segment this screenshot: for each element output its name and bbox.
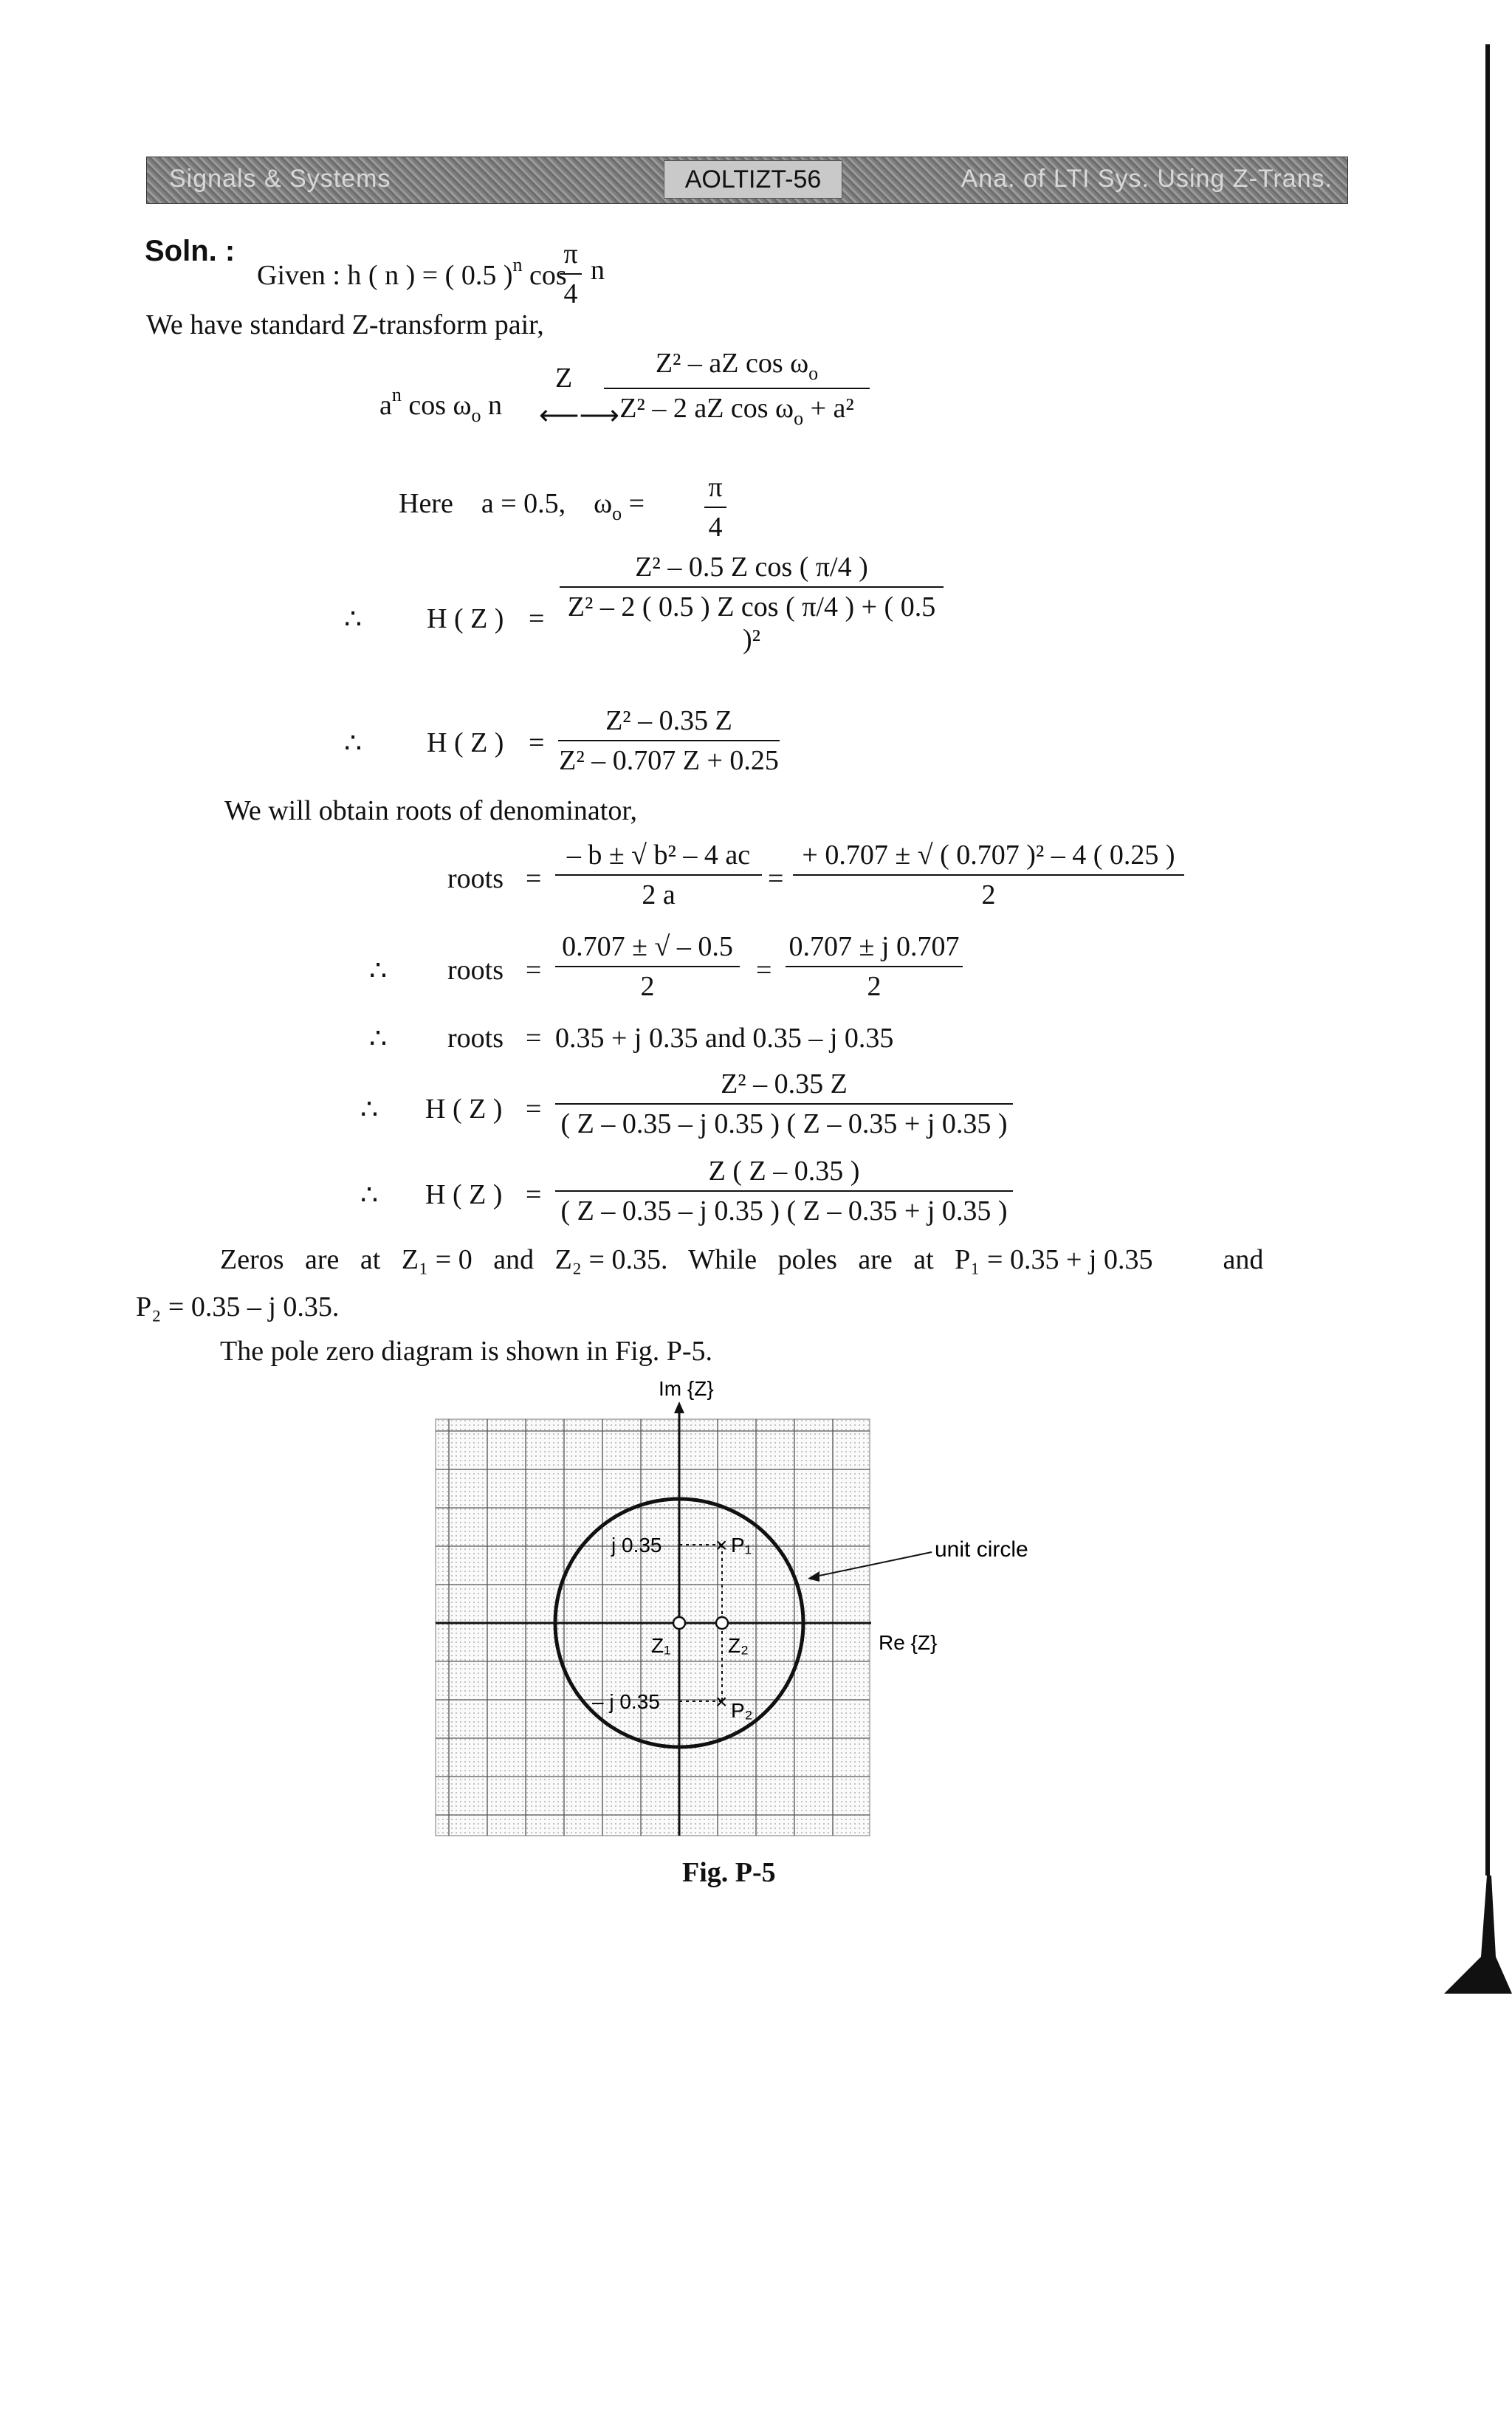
h3-eq: = — [526, 1094, 542, 1125]
h1-fraction: Z² – 0.5 Z cos ( π/4 ) Z² – 2 ( 0.5 ) Z cos ( π/4 ) + ( 0.5 )² — [560, 551, 944, 656]
roots2-eq: = — [526, 955, 542, 986]
p2-label: P₂ — [731, 1699, 753, 1722]
scan-edge-line — [1485, 44, 1490, 1876]
h4-therefore: ∴ — [360, 1180, 379, 1211]
h3-fraction: Z² – 0.35 Z ( Z – 0.35 – j 0.35 ) ( Z – 0.35 + j 0.35 ) — [555, 1068, 1013, 1140]
p1-label: P₁ — [731, 1534, 752, 1557]
given-exp: n — [512, 254, 523, 275]
roots2-therefore: ∴ — [369, 955, 388, 986]
h2-therefore: ∴ — [344, 728, 362, 759]
roots2-frac1: 0.707 ± √ – 0.5 2 — [555, 930, 740, 1003]
roots-intro: We will obtain roots of denominator, — [224, 795, 637, 826]
pole-p1: × — [715, 1534, 728, 1557]
h3-therefore: ∴ — [360, 1094, 379, 1125]
roots3-val: 0.35 + j 0.35 and 0.35 – j 0.35 — [555, 1023, 894, 1054]
h2-lhs: H ( Z ) — [427, 727, 504, 758]
zeros-line: Zeros are at Z₁ = 0 and Z₂ = 0.35. While poles are at P₁ = 0.35 + j 0.35 and — [220, 1244, 1264, 1275]
roots1-frac1: – b ± √ b² – 4 ac 2 a — [555, 839, 762, 911]
imag-axis-arrow — [674, 1401, 684, 1413]
given-text: Given : h ( n ) = ( 0.5 ) — [257, 260, 513, 291]
h3-lhs: H ( Z ) — [425, 1094, 503, 1125]
roots3-eq: = — [526, 1023, 542, 1054]
h4-lhs: H ( Z ) — [425, 1179, 503, 1210]
mj035-label: – j 0.35 — [592, 1690, 660, 1713]
im-label: Im {Z} — [659, 1377, 714, 1400]
re-label: Re {Z} — [879, 1631, 938, 1654]
pole-zero-svg — [428, 1375, 1028, 1862]
roots2-eq2: = — [756, 955, 772, 986]
given-pi: π — [563, 239, 578, 270]
zeros-line-2: P₂ = 0.35 – j 0.35. — [136, 1291, 340, 1322]
roots3-lhs: roots — [447, 1023, 504, 1054]
h1-eq: = — [529, 603, 545, 634]
pair-arrow: ⟵⟶ — [539, 400, 619, 431]
zero-z1 — [673, 1617, 685, 1629]
j035-label: j 0.35 — [611, 1534, 662, 1557]
h2-fraction: Z² – 0.35 Z Z² – 0.707 Z + 0.25 — [559, 705, 779, 776]
std-pair-text: We have standard Z-transform pair, — [146, 309, 544, 340]
roots1-eq2: = — [768, 863, 784, 894]
pole-p2: × — [715, 1690, 728, 1713]
pole-zero-diagram — [428, 1375, 1028, 1862]
given-four: 4 — [563, 278, 578, 309]
here-fraction: π 4 — [704, 471, 726, 543]
given-line — [257, 254, 567, 292]
z1-label: Z₁ — [651, 1634, 671, 1657]
h4-eq: = — [526, 1179, 542, 1210]
roots2-frac2: 0.707 ± j 0.707 2 — [786, 930, 963, 1003]
h2-eq: = — [529, 727, 545, 758]
given-cos: cos — [529, 260, 567, 291]
unit-circle-label: unit circle — [935, 1537, 1028, 1562]
roots1-lhs: roots — [447, 863, 504, 894]
given-tail: n — [591, 255, 605, 286]
roots1-frac2: + 0.707 ± √ ( 0.707 )² – 4 ( 0.25 ) 2 — [793, 839, 1184, 911]
given-fraction — [560, 238, 582, 310]
z2-label: Z₂ — [728, 1634, 749, 1657]
pair-fraction: Z² – aZ $\cos \omega_o$ Z² – 2 aZ $\cos \omega_o + a^2$ — [604, 347, 870, 430]
roots3-therefore: ∴ — [369, 1023, 388, 1054]
h1-lhs: H ( Z ) — [427, 603, 504, 634]
header-left: Signals & Systems — [169, 165, 391, 193]
diagram-intro: The pole zero diagram is shown in Fig. P-5. — [220, 1336, 713, 1367]
pair-lhs: $a^n$ $\cos \omega_o$ n — [379, 384, 503, 426]
scan-edge-artifact — [1444, 1876, 1512, 1994]
header-page-code: AOLTIZT-56 — [664, 160, 842, 199]
h4-fraction: Z ( Z – 0.35 ) ( Z – 0.35 – j 0.35 ) ( Z – 0.35 + j 0.35 ) — [555, 1155, 1013, 1227]
fig-caption: Fig. P-5 — [682, 1857, 776, 1888]
soln-label: Soln. : — [145, 235, 236, 267]
page-header — [146, 157, 1348, 204]
header-right: Ana. of LTI Sys. Using Z-Trans. — [961, 165, 1333, 193]
roots1-eq: = — [526, 863, 542, 894]
here-line: Here a = 0.5, $\omega_o$ = — [399, 488, 645, 524]
zero-z2 — [716, 1617, 728, 1629]
roots2-lhs: roots — [447, 955, 504, 986]
pair-z-label: Z — [555, 363, 573, 394]
h1-therefore: ∴ — [344, 604, 362, 635]
